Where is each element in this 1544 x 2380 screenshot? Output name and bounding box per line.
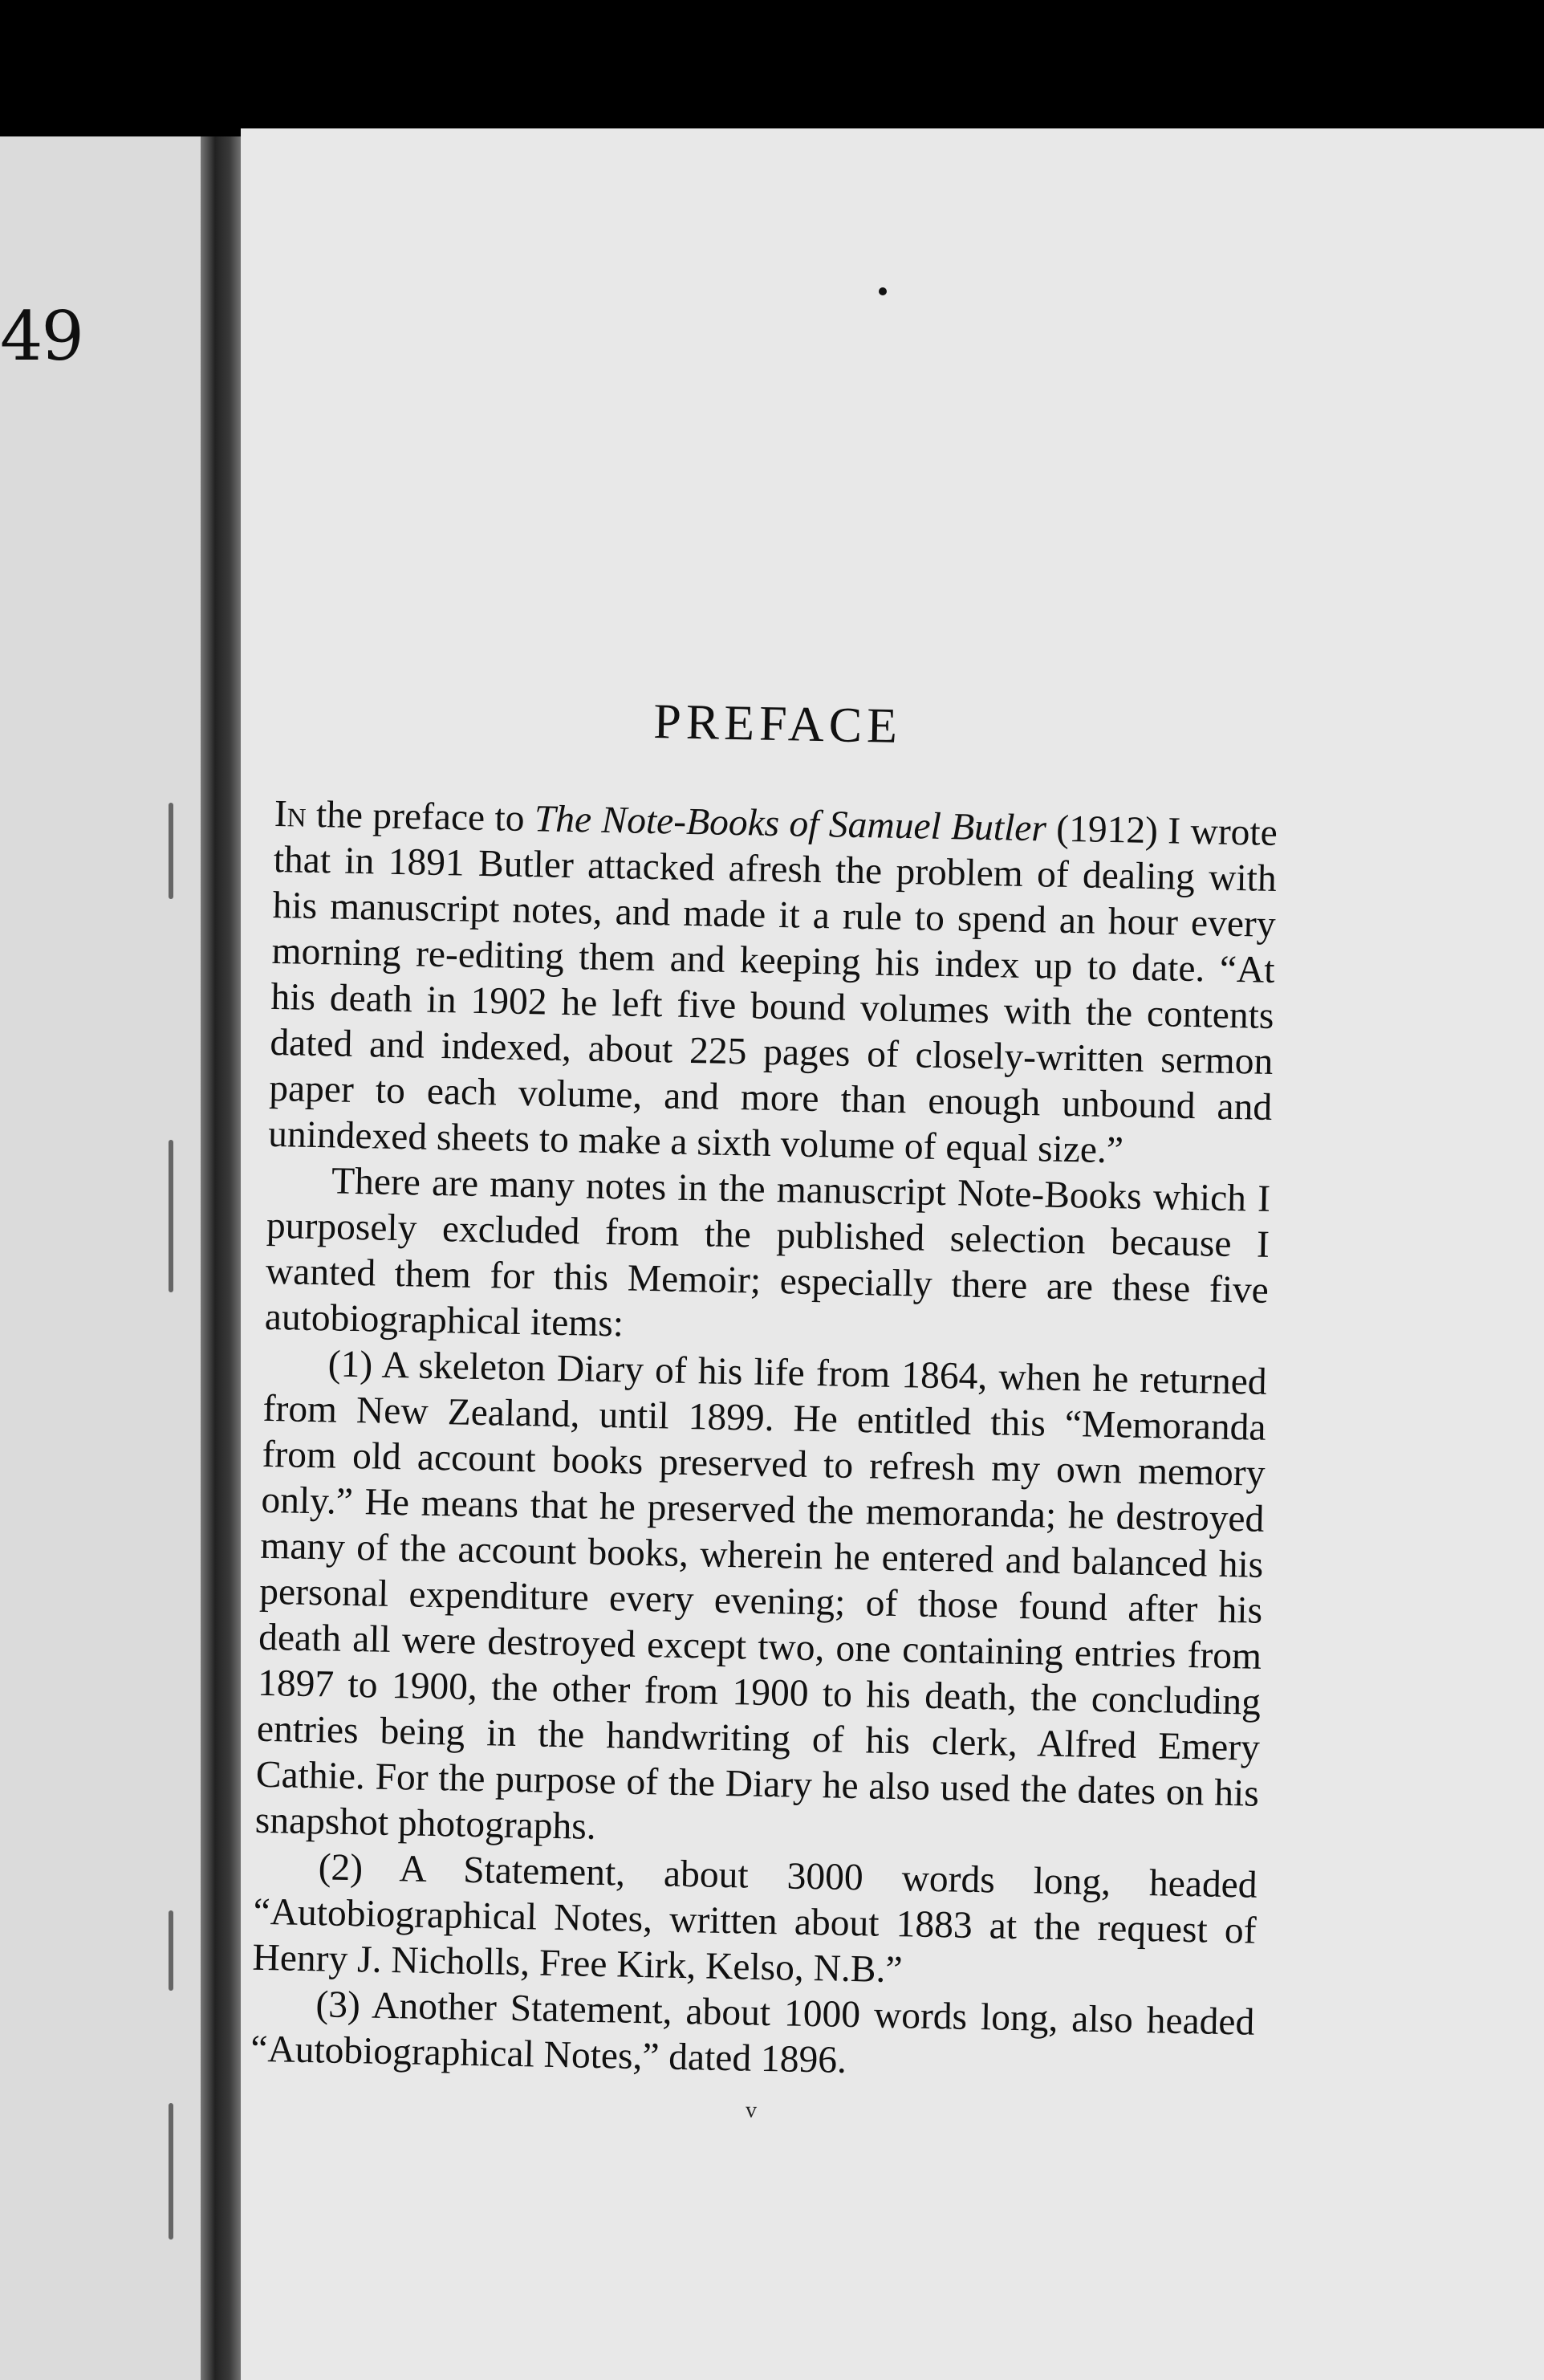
page-heading: PREFACE — [652, 694, 903, 754]
paragraph-lead: In — [274, 792, 307, 836]
paragraph-1 — [268, 791, 1278, 1177]
gutter-mark — [169, 1910, 173, 1991]
left-page-number: 49 — [0, 297, 83, 376]
book-title: The Note-Books of Samuel Butler — [534, 798, 1047, 850]
paragraph-text: (1912) I wrote that in 1891 Butler attacked afresh the problem of dealing with his manuscript notes, and made it a rule to spend an hour every morning re-editing them and keeping his index up to date. “At his death in 1902 he left five bound volumes with the contents dated and indexed, about 225 pages of closely-written sermon paper to each volume, and more than enough unbound and unindexed sheets to make a sixth volume of equal size.” — [267, 808, 1278, 1172]
gutter-mark — [169, 2103, 173, 2240]
paragraph-5: (3) Another Statement, about 1000 words long, also headed “Autobiographical Notes,” dated 1896. — [250, 1983, 1255, 2081]
paragraph-4: (2) A Statement, about 3000 words long, headed “Autobiographical Notes, written about 1883 at the request of Henry J. Nicholls, Free Kirk, Kelso, N.B.” — [252, 1846, 1258, 1991]
page-folio: v — [745, 2097, 758, 2123]
page-content — [250, 686, 1280, 2134]
paragraph-3: (1) A skeleton Diary of his life from 1864, when he returned from New Zealand, until 1899. He entitled this “Memoranda from old account books preserved to refresh my own memory only.” He means that he preserved the memoranda; he destroyed many of the account books, wherein he entered and balanced his personal expenditure every evening; of those found after his death all were destroyed except two, one containing entries from 1897 to 1900, the other from 1900 to his death, the concluding entries being in the handwriting of his clerk, Alfred Emery Cathie. For the purpose of the Diary he also used the dates on his snapshot photographs. — [254, 1343, 1268, 1848]
dust-speck — [879, 287, 887, 295]
paragraph-2: There are many notes in the manuscript Note-Books which I purposely excluded from the published selection because I wanted them for this Memoir; especially there are these five autobiographical items: — [264, 1160, 1271, 1345]
gutter-mark — [169, 803, 173, 899]
paragraph-text: the preface to — [306, 793, 535, 840]
gutter-mark — [169, 1140, 173, 1292]
